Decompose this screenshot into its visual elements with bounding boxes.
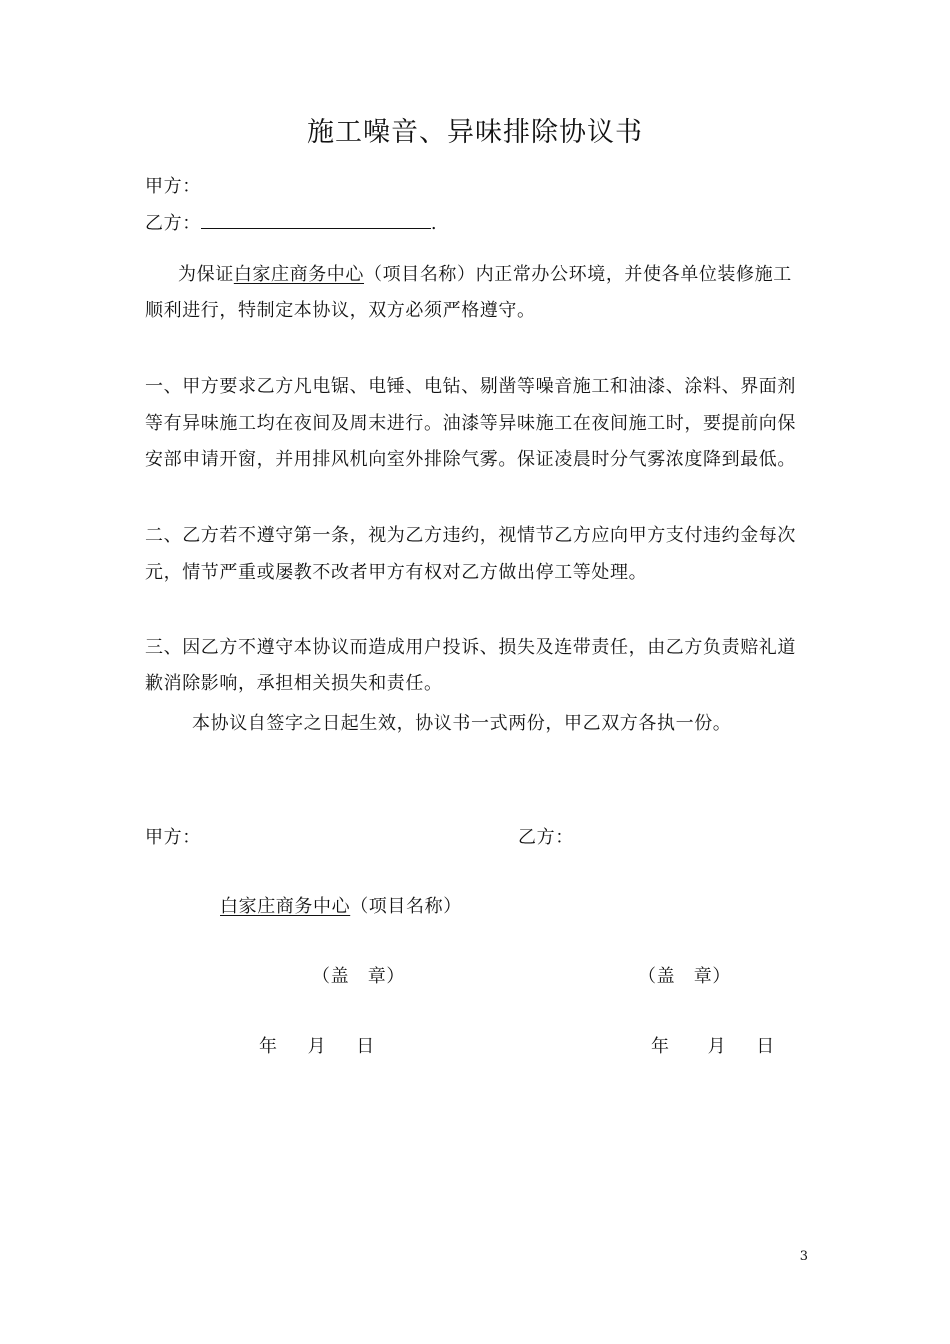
- document-title: 施工噪音、异味排除协议书: [307, 117, 643, 148]
- seal-b: （盖 章）: [638, 966, 731, 987]
- intro-project-name: 白家庄商务中心: [233, 264, 365, 285]
- intro-prefix: 为保证: [178, 264, 234, 285]
- signature-project-name: 白家庄商务中心: [220, 896, 351, 917]
- date-b-month: 月: [707, 1036, 727, 1057]
- clause3-line-2: 歉消除影响，承担相关损失和责任。: [145, 673, 443, 694]
- signature-party-b: 乙方：: [518, 827, 574, 848]
- effective-statement: 本协议自签字之日起生效，协议书一式两份，甲乙双方各执一份。: [192, 713, 732, 734]
- date-a-month: 月: [307, 1036, 327, 1057]
- date-b: [651, 1032, 775, 1058]
- clause1-line-2: 等有异味施工均在夜间及周末进行。油漆等异味施工在夜间施工时，要提前向保: [145, 413, 796, 434]
- signature-project-line: [200, 892, 462, 918]
- party-a-label: 甲方：: [145, 176, 201, 197]
- party-b-line: [145, 209, 437, 235]
- date-a: [259, 1032, 375, 1058]
- clause1-line-3: 安部申请开窗，并用排风机向室外排除气雾。保证凌晨时分气雾浓度降到最低。: [145, 449, 796, 470]
- party-b-trailing: .: [430, 213, 438, 234]
- party-a-line: [145, 172, 201, 198]
- party-b-label: 乙方：: [145, 213, 201, 234]
- date-b-day: 日: [756, 1036, 775, 1057]
- date-a-year: 年: [259, 1036, 278, 1057]
- date-b-year: 年: [651, 1036, 670, 1057]
- clause3-line-1: 三、因乙方不遵守本协议而造成用户投诉、损失及连带责任，由乙方负责赔礼道: [145, 637, 796, 658]
- signature-party-a: 甲方：: [145, 827, 201, 848]
- intro-line-2: 顺利进行，特制定本协议，双方必须严格遵守。: [145, 300, 536, 321]
- date-a-day: 日: [356, 1036, 375, 1057]
- signature-project-suffix: （项目名称）: [350, 896, 462, 917]
- clause1-line-1: 一、甲方要求乙方凡电锯、电锤、电钻、剔凿等噪音施工和油漆、涂料、界面剂: [145, 376, 796, 397]
- party-b-blank: [201, 210, 431, 229]
- intro-suffix: （项目名称）内正常办公环境，并使各单位装修施工: [364, 264, 792, 285]
- page-number: 3: [799, 1249, 808, 1264]
- seal-a: （盖 章）: [312, 966, 405, 987]
- clause2-line-2: 元，情节严重或屡教不改者甲方有权对乙方做出停工等处理。: [145, 562, 648, 583]
- intro-line-1: [178, 260, 792, 286]
- clause2-line-1: 二、乙方若不遵守第一条，视为乙方违约，视情节乙方应向甲方支付违约金每次: [145, 525, 796, 546]
